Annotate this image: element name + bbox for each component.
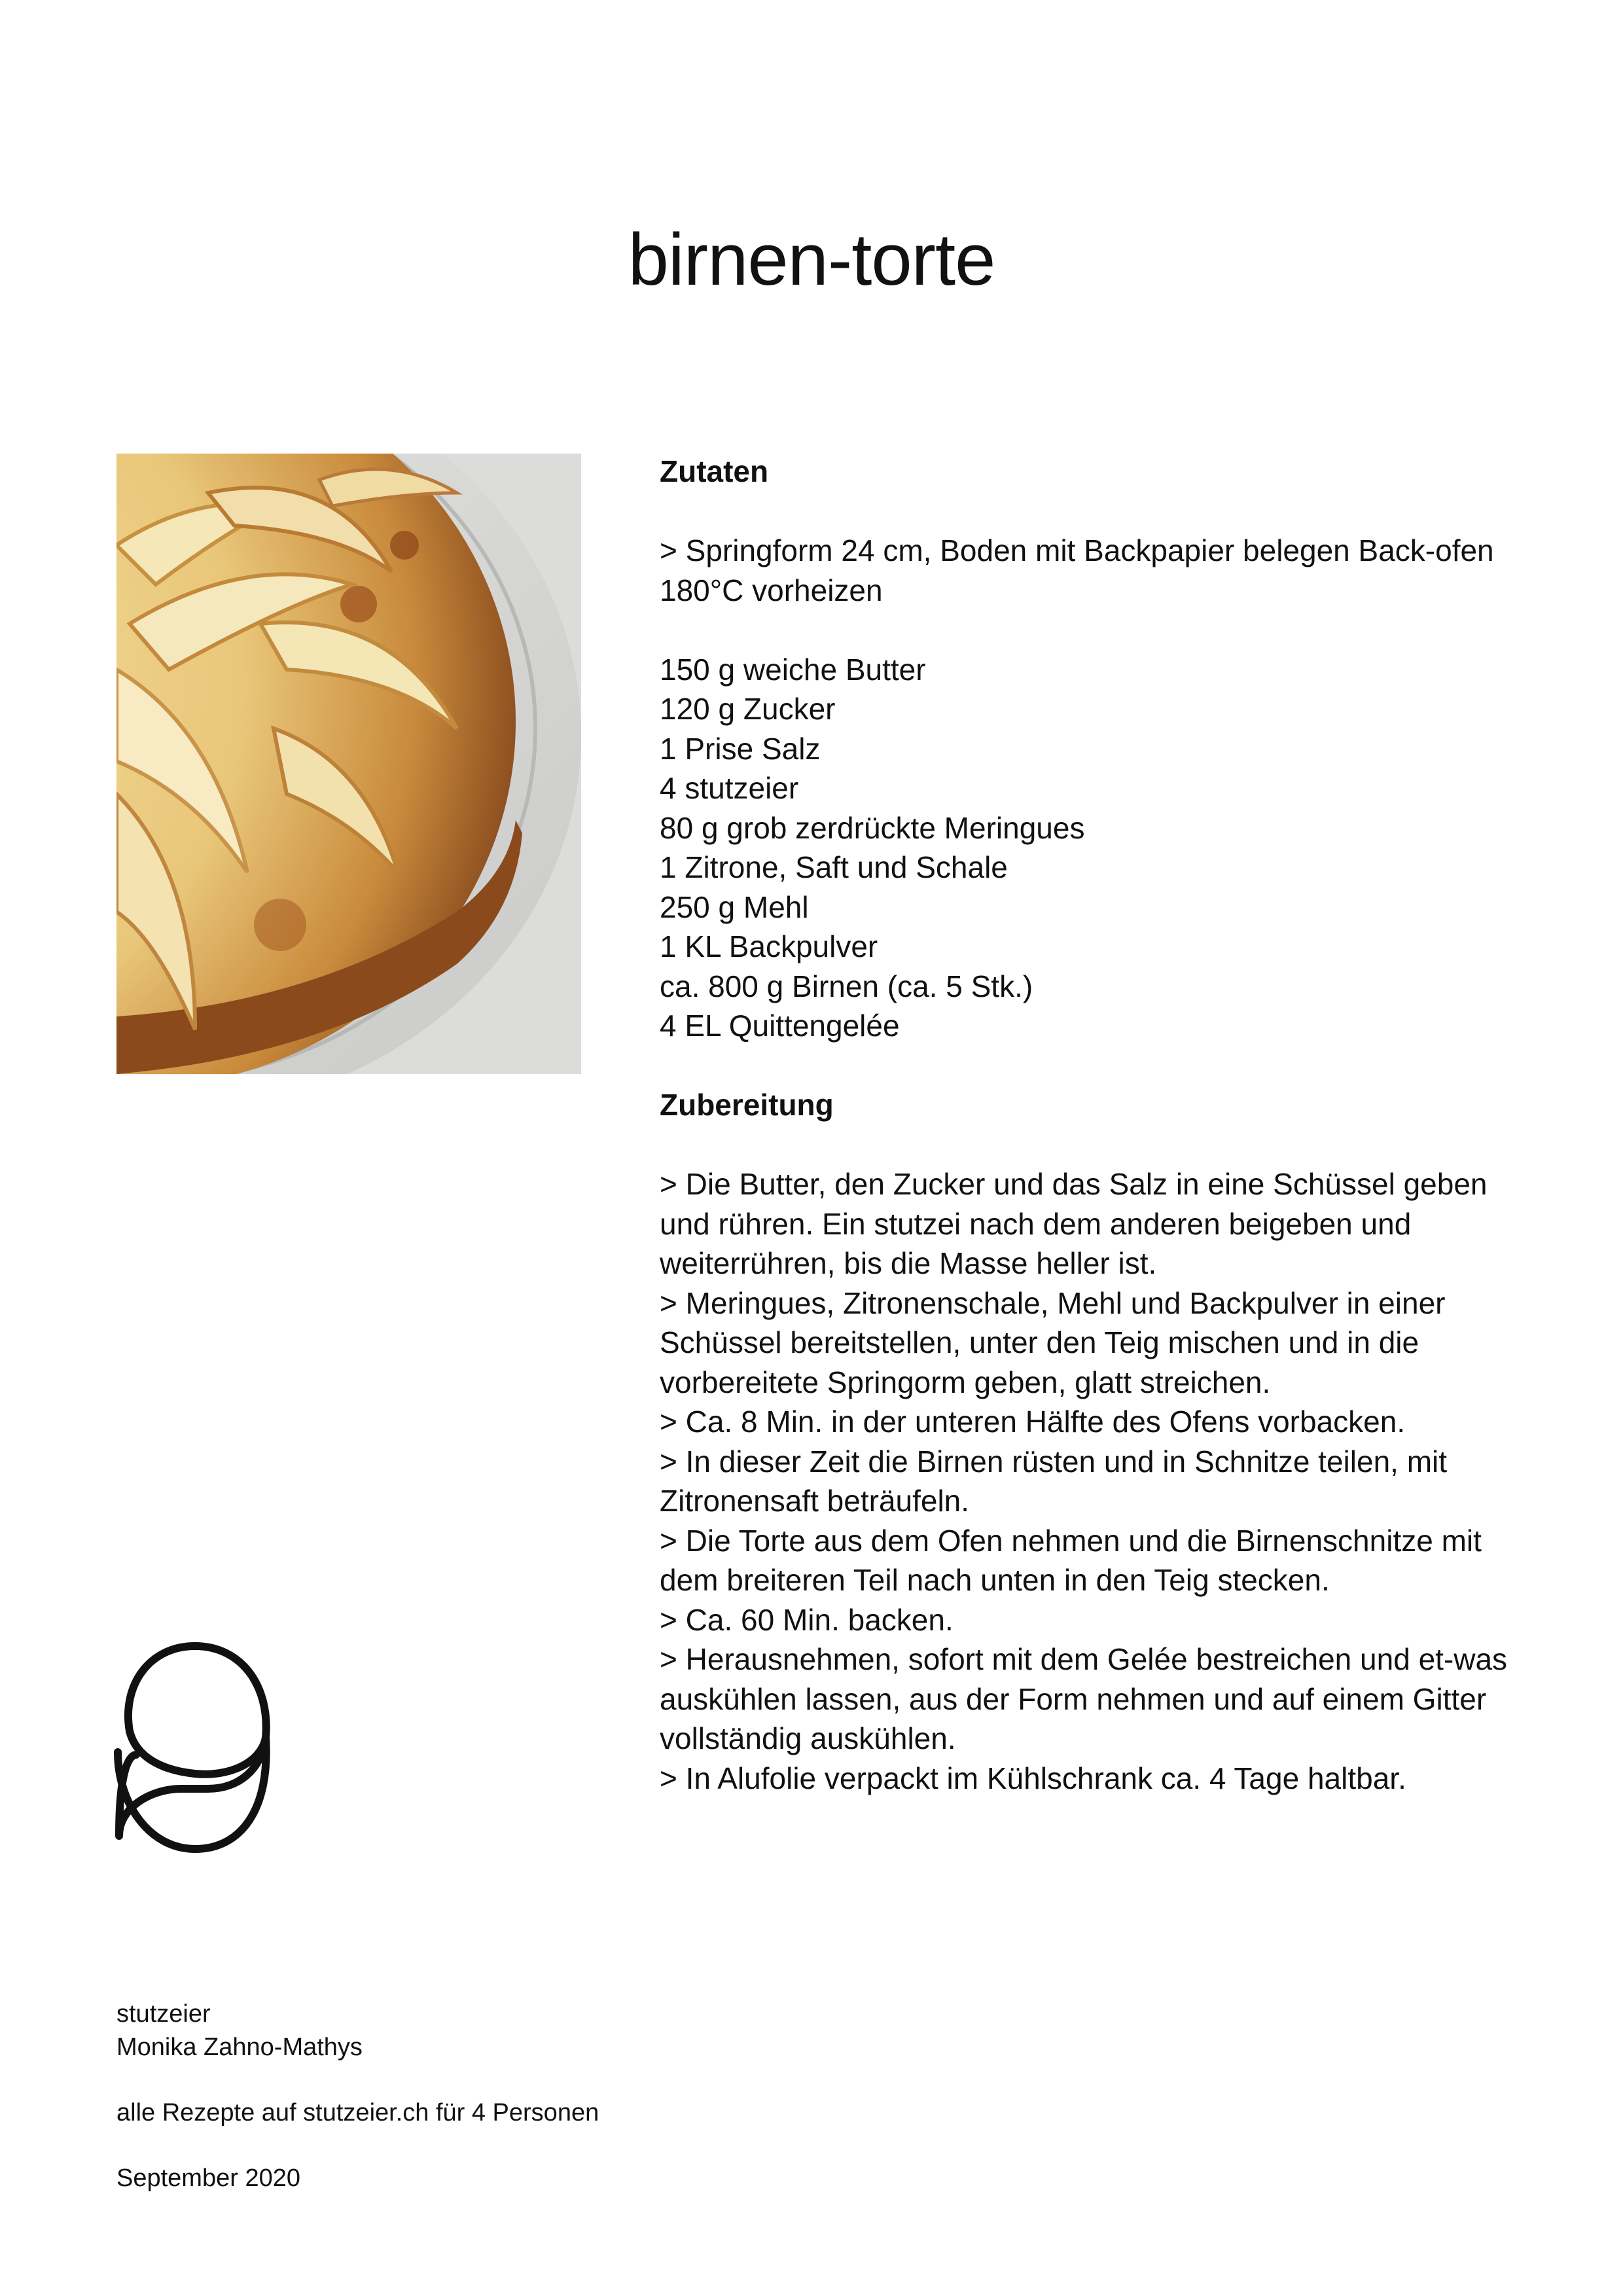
footer-date: September 2020 (116, 2164, 300, 2192)
preparation-step: > Die Butter, den Zucker und das Salz in eine Schüssel geben und rühren. Ein stutzei nach dem anderen beigeben und weiterrühren, bis die Masse heller ist. (660, 1167, 1488, 1280)
ingredient-item: 1 Prise Salz (660, 731, 821, 766)
ingredient-item: 1 Zitrone, Saft und Schale (660, 850, 1008, 884)
preparation-step: > Die Torte aus dem Ofen nehmen und die Birnenschnitze mit dem breiteren Teil nach unten in den Teig stecken. (660, 1523, 1482, 1597)
pear-cake-photo (116, 454, 581, 1074)
ingredient-item: 150 g weiche Butter (660, 652, 926, 687)
preparation-step: > Meringues, Zitronenschale, Mehl und Backpulver in einer Schüssel bereitstellen, unter den Teig mischen und in die vorbereitete Springorm geben, glatt streichen. (660, 1285, 1446, 1399)
recipe-body (660, 452, 1530, 1798)
preparation-step: > Herausnehmen, sofort mit dem Gelée bestreichen und et-was auskühlen lassen, aus der Form nehmen und auf einem Gitter vollständig auskühlen. (660, 1642, 1508, 1755)
ingredient-item: 4 stutzeier (660, 771, 799, 805)
footer-brand: stutzeier (116, 2000, 211, 2028)
ingredients-list (660, 650, 1530, 1046)
ingredients-intro: > Springform 24 cm, Boden mit Backpapier belegen Back-ofen 180°C vorheizen (660, 533, 1494, 607)
ingredient-item: 1 KL Backpulver (660, 929, 878, 963)
footer-author: Monika Zahno-Mathys (116, 2034, 363, 2061)
preparation-step: > In Alufolie verpackt im Kühlschrank ca. 4 Tage haltbar. (660, 1761, 1406, 1795)
preparation-heading: Zubereitung (660, 1088, 834, 1122)
ingredient-item: 4 EL Quittengelée (660, 1009, 900, 1043)
ingredient-item: 120 g Zucker (660, 692, 836, 726)
page-title: birnen-torte (628, 219, 995, 300)
footer-note: alle Rezepte auf stutzeier.ch für 4 Personen (116, 2099, 599, 2126)
stutzeier-egg-s-logo (110, 1640, 280, 1856)
preparation-step: > Ca. 60 Min. backen. (660, 1602, 954, 1637)
ingredients-heading: Zutaten (660, 454, 769, 488)
preparation-step: > In dieser Zeit die Birnen rüsten und in Schnitze teilen, mit Zitronensaft beträufeln. (660, 1444, 1448, 1518)
ingredient-item: 80 g grob zerdrückte Meringues (660, 810, 1085, 845)
ingredient-item: 250 g Mehl (660, 889, 809, 924)
ingredient-item: ca. 800 g Birnen (ca. 5 Stk.) (660, 969, 1033, 1003)
preparation-step: > Ca. 8 Min. in der unteren Hälfte des Ofens vorbacken. (660, 1405, 1406, 1439)
